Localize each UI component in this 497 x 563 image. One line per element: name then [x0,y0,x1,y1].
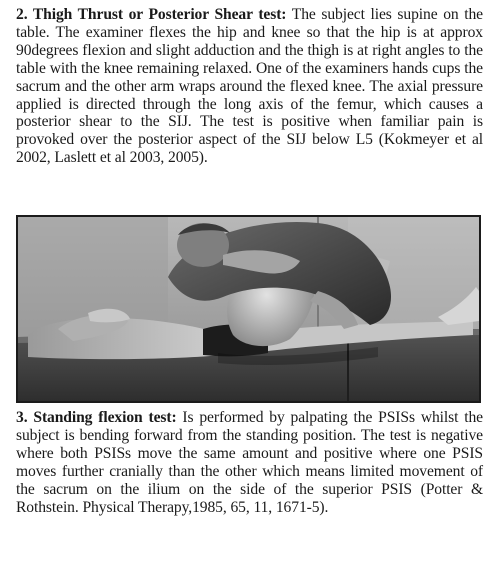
section-thigh-thrust [16,6,483,167]
section-body: Is performed by palpating the PSISs whilst the subject is bending forward from the standing position. The test is negative where both PSISs move the same amount and positive where one PSIS moves further cranially than the other which means limited movement of the sacrum on the ilium on the side of the superior PSIS (Potter & Rothstein. Physical Therapy,1985, 65, 11, 1671-5). [16,409,483,516]
thigh-thrust-photo [16,215,481,403]
photo-illustration [18,217,479,401]
section-standing-flexion [16,409,483,516]
section-body: The subject lies supine on the table. The examiner flexes the hip and knee so that the hip is at approx 90degrees flexion and slight adduction and the thigh is at right angles to the table with the knee remaining relaxed. One of the examiners hands cups the sacrum and the other arm wraps around the flexed knee. The axial pressure applied is directed through the long axis of the femur, which causes a posterior shear to the SIJ. The test is positive when familiar pain is provoked over the posterior aspect of the SIJ below L5 (Kokmeyer et al 2002, Laslett et al 2003, 2005). [16,6,483,167]
section-heading: 2. Thigh Thrust or Posterior Shear test: [16,6,287,23]
section-heading: 3. Standing flexion test: [16,409,177,426]
